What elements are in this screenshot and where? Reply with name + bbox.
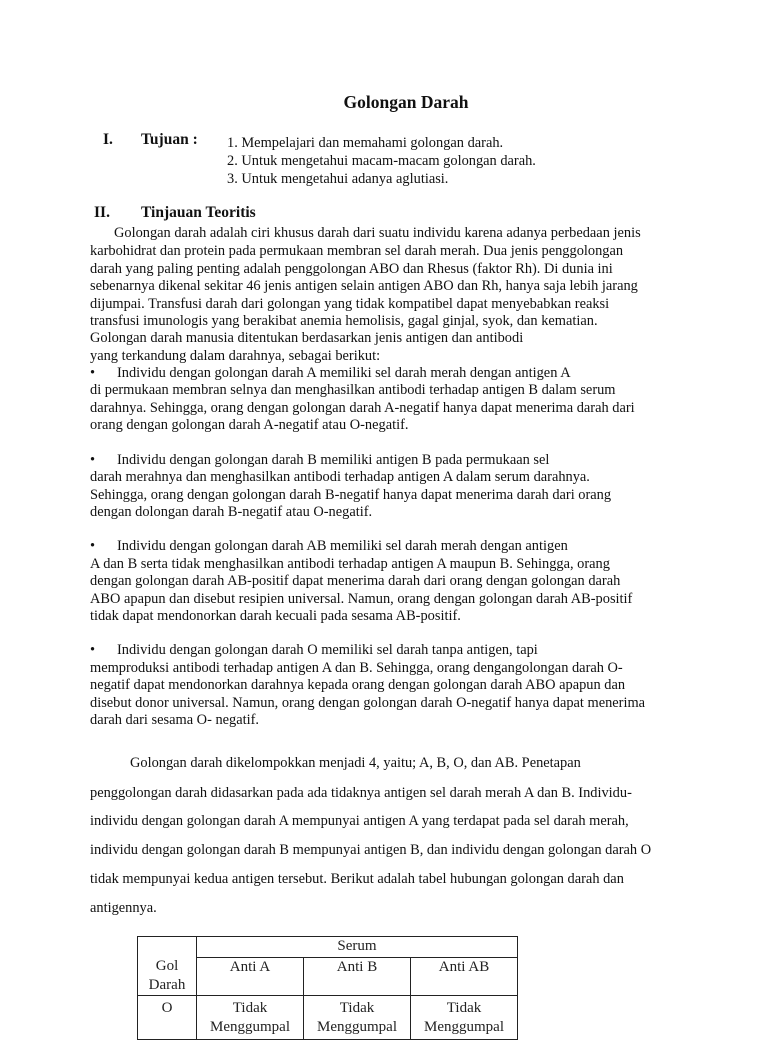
bullet-b-line: dengan dolongan darah B-negatif atau O-negatif. xyxy=(90,504,373,520)
objective-item: 3. Untuk mengetahui adanya aglutiasi. xyxy=(227,171,449,187)
bullet-ab-line: A dan B serta tidak menghasilkan antibodi terhadap antigen A maupun B. Sehingga, orang xyxy=(90,556,610,572)
paragraph-line: transfusi imunologis yang berakibat anemia hemolisis, gagal ginjal, syok, dan kematian. xyxy=(90,313,598,329)
paragraph-line: karbohidrat dan protein pada permukaan membran sel darah merah. Dua jenis penggolongan xyxy=(90,243,624,259)
page-title: Golongan Darah xyxy=(343,92,469,112)
paragraph-line: sebenarnya dikenal sekitar 46 jenis antigen selain antigen ABO dan Rh, hanya saja lebih jarang xyxy=(90,278,638,294)
column-header: Anti A xyxy=(197,957,304,995)
bullet-a-line: Individu dengan golongan darah A memiliki sel darah merah dengan antigen A xyxy=(117,365,571,381)
blood-group-cell: O xyxy=(138,996,197,1040)
bullet-o-line: negatif dapat mendonorkan darahnya kepada orang dengan golongan darah ABO apapun dan xyxy=(90,677,626,693)
row-header-line2: Darah xyxy=(148,977,186,993)
blood-group-table xyxy=(137,936,518,1040)
section-1-heading: Tujuan : xyxy=(141,131,198,148)
paragraph-line: yang terkandung dalam darahnya, sebagai berikut: xyxy=(90,348,381,364)
bullet-o-line: Individu dengan golongan darah O memiliki sel darah tanpa antigen, tapi xyxy=(117,642,538,658)
row-header-line1: Gol xyxy=(155,958,179,974)
bullet-b-line: Individu dengan golongan darah B memiliki antigen B pada permukaan sel xyxy=(117,452,550,468)
result-cell xyxy=(304,996,411,1040)
bullet-a-line: di permukaan membran selnya dan menghasilkan antibodi terhadap antigen B dalam serum xyxy=(90,382,616,398)
bullet-o-line: darah dari sesama O- negatif. xyxy=(90,712,260,728)
bullet-symbol: • xyxy=(90,365,96,381)
result-line1: Tidak xyxy=(446,1000,482,1016)
paragraph-line: individu dengan golongan darah B mempunyai antigen B, dan individu dengan golongan darah O xyxy=(90,842,652,858)
paragraph-line: Golongan darah adalah ciri khusus darah dari suatu individu karena adanya perbedaan jenis xyxy=(114,225,641,241)
paragraph-line: Golongan darah dikelompokkan menjadi 4, yaitu; A, B, O, dan AB. Penetapan xyxy=(130,755,581,771)
bullet-a-line: orang dengan golongan darah A-negatif atau O-negatif. xyxy=(90,417,409,433)
bullet-b-line: darah merahnya dan menghasilkan antibodi terhadap antigen A dalam serum darahnya. xyxy=(90,469,590,485)
result-line2: Menggumpal xyxy=(317,1019,397,1035)
bullet-ab-line: tidak dapat mendonorkan darah kecuali pada sesama AB-positif. xyxy=(90,608,461,624)
paragraph-line: antigennya. xyxy=(90,900,157,916)
paragraph-line: Golongan darah manusia ditentukan berdasarkan jenis antigen dan antibodi xyxy=(90,330,524,346)
result-line2: Menggumpal xyxy=(210,1019,290,1035)
serum-header: Serum xyxy=(197,937,518,958)
result-cell xyxy=(411,996,518,1040)
bullet-ab-line: dengan golongan darah AB-positif dapat menerima darah dari orang dengan golongan darah xyxy=(90,573,621,589)
column-header: Anti B xyxy=(304,957,411,995)
column-header: Anti AB xyxy=(411,957,518,995)
section-2-heading: Tinjauan Teoritis xyxy=(141,204,256,221)
bullet-symbol: • xyxy=(90,452,96,468)
bullet-a-line: darahnya. Sehingga, orang dengan golongan darah A-negatif hanya dapat menerima darah dari xyxy=(90,400,635,416)
bullet-ab-line: Individu dengan golongan darah AB memiliki sel darah merah dengan antigen xyxy=(117,538,568,554)
bullet-symbol: • xyxy=(90,642,96,658)
paragraph-line: individu dengan golongan darah A mempunyai antigen A yang terdapat pada sel darah merah, xyxy=(90,813,629,829)
section-1-number: I. xyxy=(103,131,113,148)
objective-item: 1. Mempelajari dan memahami golongan darah. xyxy=(227,135,504,151)
paragraph-line: tidak mempunyai kedua antigen tersebut. Berikut adalah tabel hubungan golongan darah dan xyxy=(90,871,624,887)
result-line2: Menggumpal xyxy=(424,1019,504,1035)
bullet-symbol: • xyxy=(90,538,96,554)
bullet-b-line: Sehingga, orang dengan golongan darah B-negatif hanya dapat menerima darah dari orang xyxy=(90,487,612,503)
paragraph-line: dijumpai. Transfusi darah dari golongan yang tidak kompatibel dapat menyebabkan reaksi xyxy=(90,296,610,312)
section-2-number: II. xyxy=(94,204,110,221)
bullet-o-line: memproduksi antibodi terhadap antigen A dan B. Sehingga, orang dengangolongan darah O- xyxy=(90,660,623,676)
objective-item: 2. Untuk mengetahui macam-macam golongan darah. xyxy=(227,153,536,169)
result-cell xyxy=(197,996,304,1040)
bullet-o-line: disebut donor universal. Namun, orang dengan golongan darah O-negatif hanya dapat menerima xyxy=(90,695,646,711)
result-line1: Tidak xyxy=(339,1000,375,1016)
result-line1: Tidak xyxy=(232,1000,268,1016)
bullet-ab-line: ABO apapun dan disebut resipien universal. Namun, orang dengan golongan darah AB-positif xyxy=(90,591,633,607)
paragraph-line: penggolongan darah didasarkan pada ada tidaknya antigen sel darah merah A dan B. Individu- xyxy=(90,785,632,801)
paragraph-line: darah yang paling penting adalah penggolongan ABO dan Rhesus (faktor Rh). Di dunia ini xyxy=(90,261,613,277)
row-header-cell xyxy=(138,937,197,996)
